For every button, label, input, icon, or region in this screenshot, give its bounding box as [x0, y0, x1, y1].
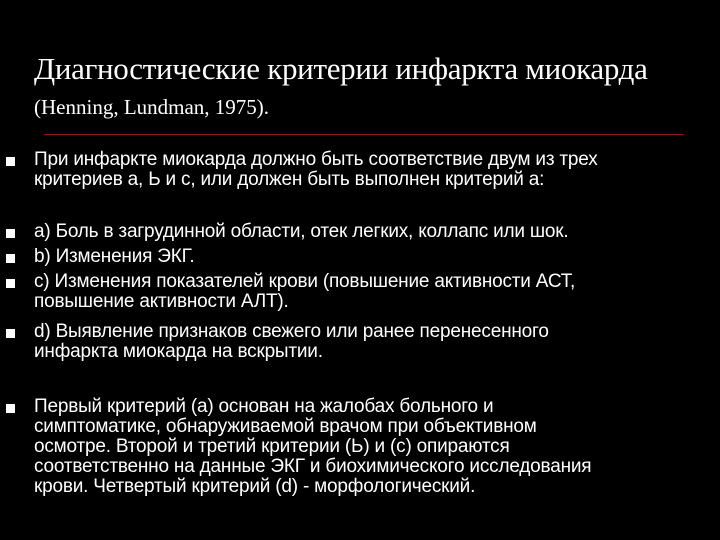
square-bullet-icon	[6, 157, 15, 166]
bullet-text: Первый критерий (а) основан на жалобах больного и симптоматике, обнаруживаемой врачом при объективном осмотре. Второй и третий критерии (Ь) и (с) опираются соответственно на данные ЭКГ и биохимического исследования крови. Четвертый критерий (d) - морфологический.	[34, 396, 592, 497]
square-bullet-icon	[6, 229, 15, 238]
bullet-text: d) Выявление признаков свежего или ранее перенесенного инфаркта миокарда на вскрытии.	[34, 321, 549, 362]
slide-subtitle: (Henning, Lundman, 1975).	[34, 95, 270, 119]
bullet-text: с) Изменения показателей крови (повышение активности АСТ, повышение активности АЛТ).	[34, 271, 576, 312]
bullet-text: а) Боль в загрудинной области, отек легких, коллапс или шок.	[34, 221, 569, 242]
slide-title: Диагностические критерии инфаркта миокарда	[34, 51, 648, 86]
square-bullet-icon	[6, 329, 15, 338]
bullet-text: b) Изменения ЭКГ.	[34, 246, 195, 267]
square-bullet-icon	[6, 254, 15, 263]
square-bullet-icon	[6, 404, 15, 413]
square-bullet-icon	[6, 279, 15, 288]
bullet-text: При инфаркте миокарда должно быть соответствие двум из трех критериев а, Ь и с, или должен быть выполнен критерий а:	[34, 149, 598, 190]
